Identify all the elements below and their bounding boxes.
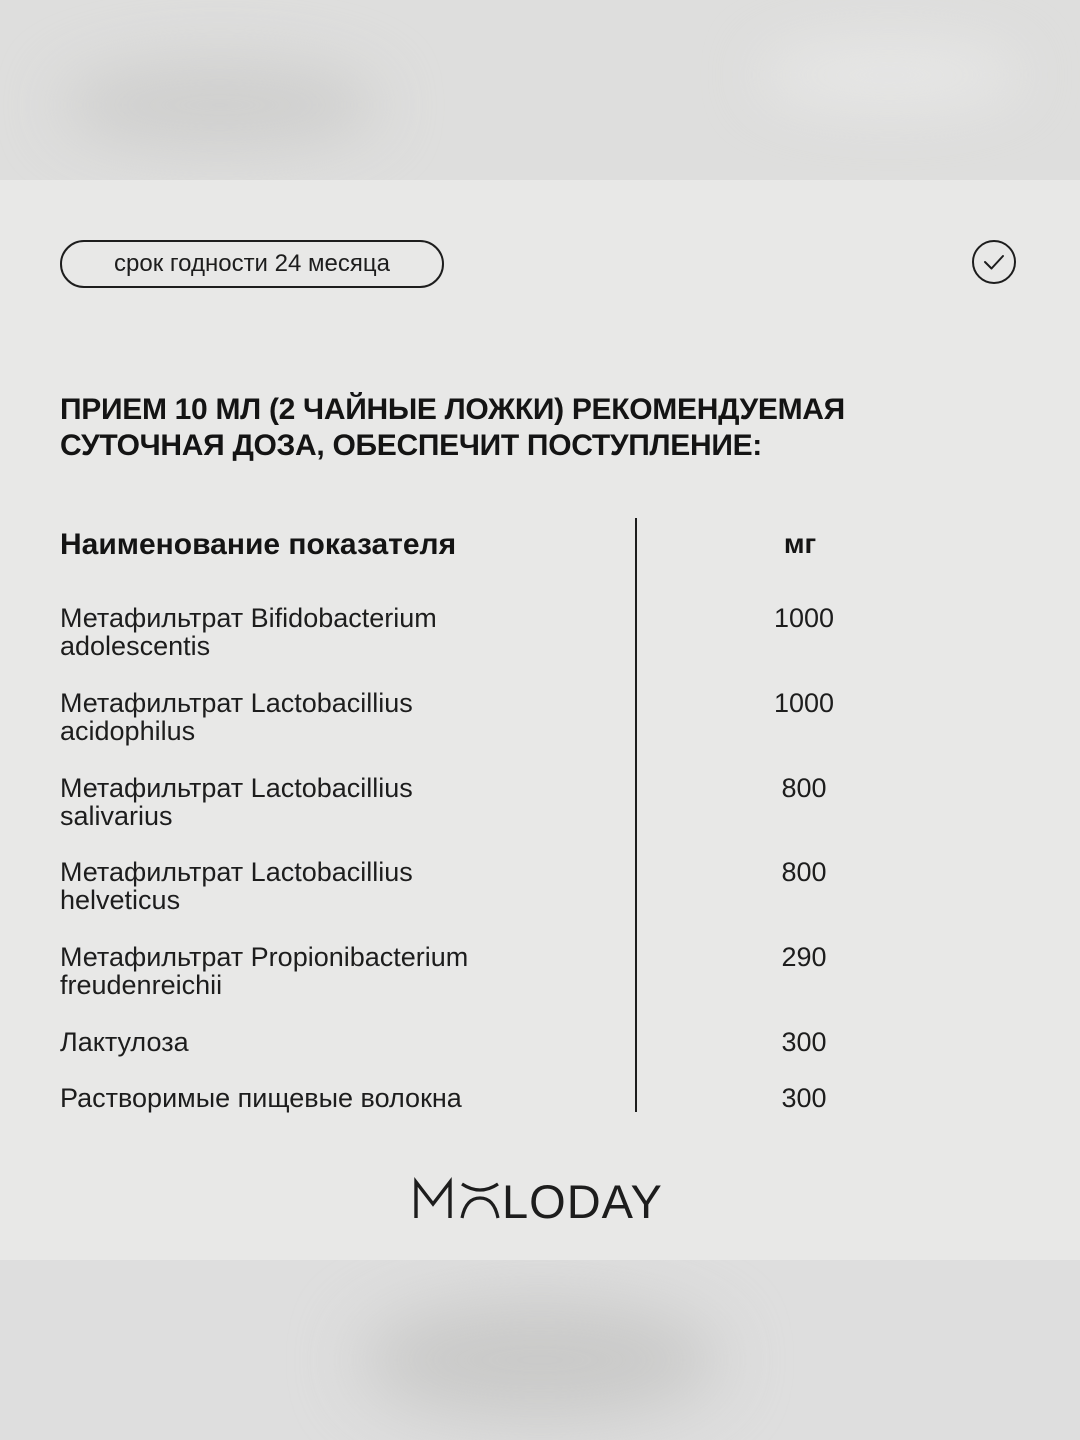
table-row-value: 290 bbox=[781, 942, 827, 972]
row-name-line: Метафильтрат Propionibacterium bbox=[60, 942, 469, 972]
table-row-name bbox=[60, 604, 600, 660]
blur-blob bbox=[60, 60, 380, 150]
table-row-name bbox=[60, 858, 600, 914]
table-row-value: 800 bbox=[781, 857, 827, 887]
shelf-life-text: срок годности 24 месяца bbox=[114, 250, 390, 277]
table-row-value: 1000 bbox=[773, 688, 835, 718]
blurred-top-strip bbox=[0, 0, 1080, 180]
table-row-name bbox=[60, 1028, 600, 1056]
row-name-line: Растворимые пищевые волокна bbox=[60, 1083, 462, 1113]
table-row-name bbox=[60, 943, 600, 999]
row-name-line: Метафильтрат Lactobacillius bbox=[60, 688, 413, 718]
row-name-line: freudenreichii bbox=[60, 970, 223, 1000]
row-name-line: Метафильтрат Lactobacillius bbox=[60, 857, 413, 887]
blurred-bottom-strip bbox=[0, 1260, 1080, 1440]
row-name-line: helveticus bbox=[60, 885, 181, 915]
shelf-life-badge bbox=[60, 240, 444, 288]
column-header-name: Наименование показателя bbox=[60, 528, 457, 561]
table-row-name bbox=[60, 1084, 600, 1112]
blur-blob bbox=[760, 40, 1020, 110]
table-row-value: 800 bbox=[781, 773, 827, 803]
table-row-name bbox=[60, 774, 600, 830]
dosage-heading bbox=[60, 392, 960, 464]
table-column-divider bbox=[635, 518, 637, 1112]
table-row-value: 1000 bbox=[773, 603, 835, 633]
blur-blob bbox=[360, 1300, 720, 1420]
row-name-line: Метафильтрат Lactobacillius bbox=[60, 773, 413, 803]
row-name-line: Лактулоза bbox=[60, 1027, 189, 1057]
column-header-unit: мг bbox=[783, 528, 817, 559]
dosage-heading-line2: СУТОЧНАЯ ДОЗА, ОБЕСПЕЧИТ ПОСТУПЛЕНИЕ: bbox=[60, 429, 762, 462]
check-circle-icon bbox=[972, 240, 1016, 284]
table-row-name bbox=[60, 689, 600, 745]
row-name-line: acidophilus bbox=[60, 716, 196, 746]
moloday-logo bbox=[410, 1172, 690, 1228]
row-name-line: salivarius bbox=[60, 801, 173, 831]
dosage-heading-line1: ПРИЕМ 10 МЛ (2 ЧАЙНЫЕ ЛОЖКИ) РЕКОМЕНДУЕМАЯ bbox=[60, 393, 845, 426]
svg-text:LODAY: LODAY bbox=[502, 1175, 663, 1228]
row-name-line: adolescentis bbox=[60, 631, 211, 661]
table-row-value: 300 bbox=[781, 1027, 827, 1057]
row-name-line: Метафильтрат Bifidobacterium bbox=[60, 603, 437, 633]
table-row-value: 300 bbox=[781, 1083, 827, 1113]
